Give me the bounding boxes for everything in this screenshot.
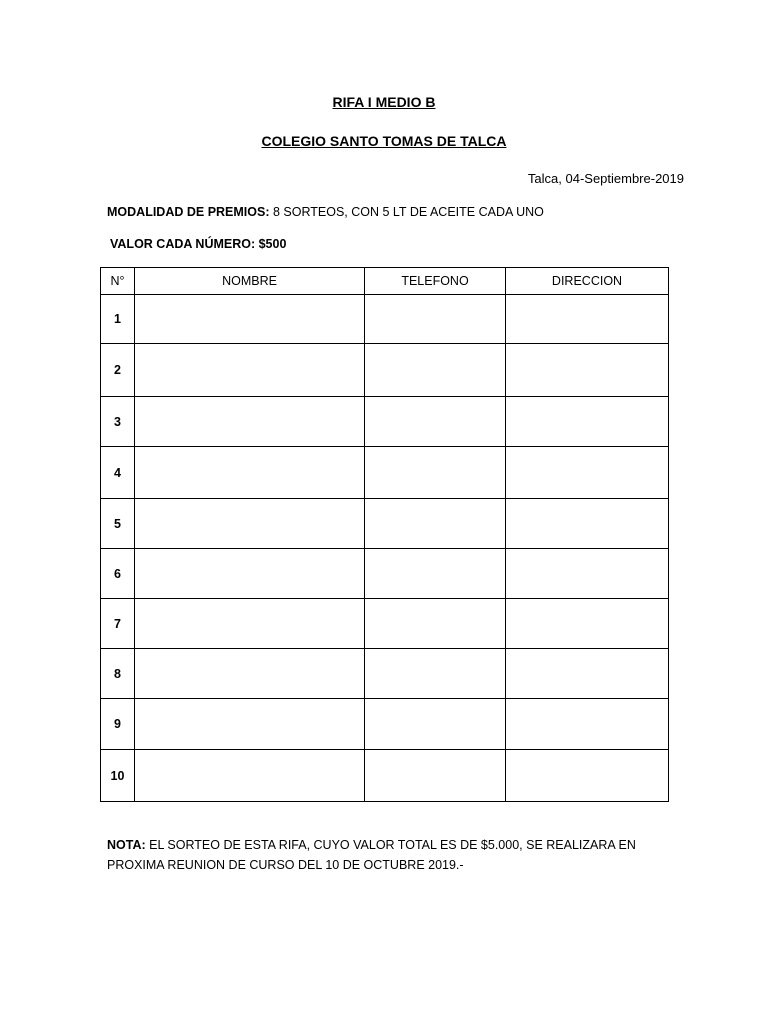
table-row xyxy=(101,549,669,599)
table-row xyxy=(101,699,669,750)
phone-cell[interactable] xyxy=(365,344,506,397)
document-title: RIFA I MEDIO B xyxy=(332,94,436,110)
table-row xyxy=(101,499,669,549)
note xyxy=(107,835,647,875)
row-number: 3 xyxy=(101,397,135,447)
address-cell[interactable] xyxy=(506,549,669,599)
prize-modality-value: 8 SORTEOS, CON 5 LT DE ACEITE CADA UNO xyxy=(269,205,544,219)
row-number: 8 xyxy=(101,649,135,699)
address-cell[interactable] xyxy=(506,295,669,344)
row-number: 6 xyxy=(101,549,135,599)
address-cell[interactable] xyxy=(506,699,669,750)
row-number: 9 xyxy=(101,699,135,750)
name-cell[interactable] xyxy=(135,750,365,802)
phone-cell[interactable] xyxy=(365,549,506,599)
name-cell[interactable] xyxy=(135,344,365,397)
phone-cell[interactable] xyxy=(365,750,506,802)
row-number: 10 xyxy=(101,750,135,802)
table-row xyxy=(101,397,669,447)
raffle-table xyxy=(100,267,669,802)
row-number: 4 xyxy=(101,447,135,499)
phone-cell[interactable] xyxy=(365,499,506,549)
phone-cell[interactable] xyxy=(365,295,506,344)
table-header-row xyxy=(101,268,669,295)
raffle-table-body xyxy=(101,295,669,802)
address-cell[interactable] xyxy=(506,649,669,699)
name-cell[interactable] xyxy=(135,295,365,344)
header-phone: TELEFONO xyxy=(365,268,506,295)
address-cell[interactable] xyxy=(506,397,669,447)
table-row xyxy=(101,750,669,802)
document-subtitle: COLEGIO SANTO TOMAS DE TALCA xyxy=(261,133,507,149)
note-text: EL SORTEO DE ESTA RIFA, CUYO VALOR TOTAL ES DE $5.000, SE REALIZARA EN PROXIMA REUNION DE CURSO DEL 10 DE OCTUBRE 2019.- xyxy=(107,838,636,872)
name-cell[interactable] xyxy=(135,499,365,549)
name-cell[interactable] xyxy=(135,447,365,499)
table-row xyxy=(101,344,669,397)
phone-cell[interactable] xyxy=(365,699,506,750)
address-cell[interactable] xyxy=(506,599,669,649)
table-row xyxy=(101,599,669,649)
name-cell[interactable] xyxy=(135,599,365,649)
table-row xyxy=(101,649,669,699)
row-number: 1 xyxy=(101,295,135,344)
document-date: Talca, 04-Septiembre-2019 xyxy=(527,171,684,186)
row-number: 5 xyxy=(101,499,135,549)
prize-modality-label: MODALIDAD DE PREMIOS: xyxy=(107,205,270,219)
header-number: N° xyxy=(101,268,135,295)
address-cell[interactable] xyxy=(506,344,669,397)
address-cell[interactable] xyxy=(506,750,669,802)
name-cell[interactable] xyxy=(135,649,365,699)
name-cell[interactable] xyxy=(135,699,365,750)
header-name: NOMBRE xyxy=(135,268,365,295)
phone-cell[interactable] xyxy=(365,447,506,499)
header-address: DIRECCION xyxy=(506,268,669,295)
phone-cell[interactable] xyxy=(365,599,506,649)
address-cell[interactable] xyxy=(506,447,669,499)
name-cell[interactable] xyxy=(135,549,365,599)
prize-modality xyxy=(107,205,544,219)
phone-cell[interactable] xyxy=(365,397,506,447)
number-price: VALOR CADA NÚMERO: $500 xyxy=(110,237,287,251)
table-row xyxy=(101,295,669,344)
note-label: NOTA: xyxy=(107,838,146,852)
table-row xyxy=(101,447,669,499)
address-cell[interactable] xyxy=(506,499,669,549)
row-number: 7 xyxy=(101,599,135,649)
phone-cell[interactable] xyxy=(365,649,506,699)
name-cell[interactable] xyxy=(135,397,365,447)
row-number: 2 xyxy=(101,344,135,397)
